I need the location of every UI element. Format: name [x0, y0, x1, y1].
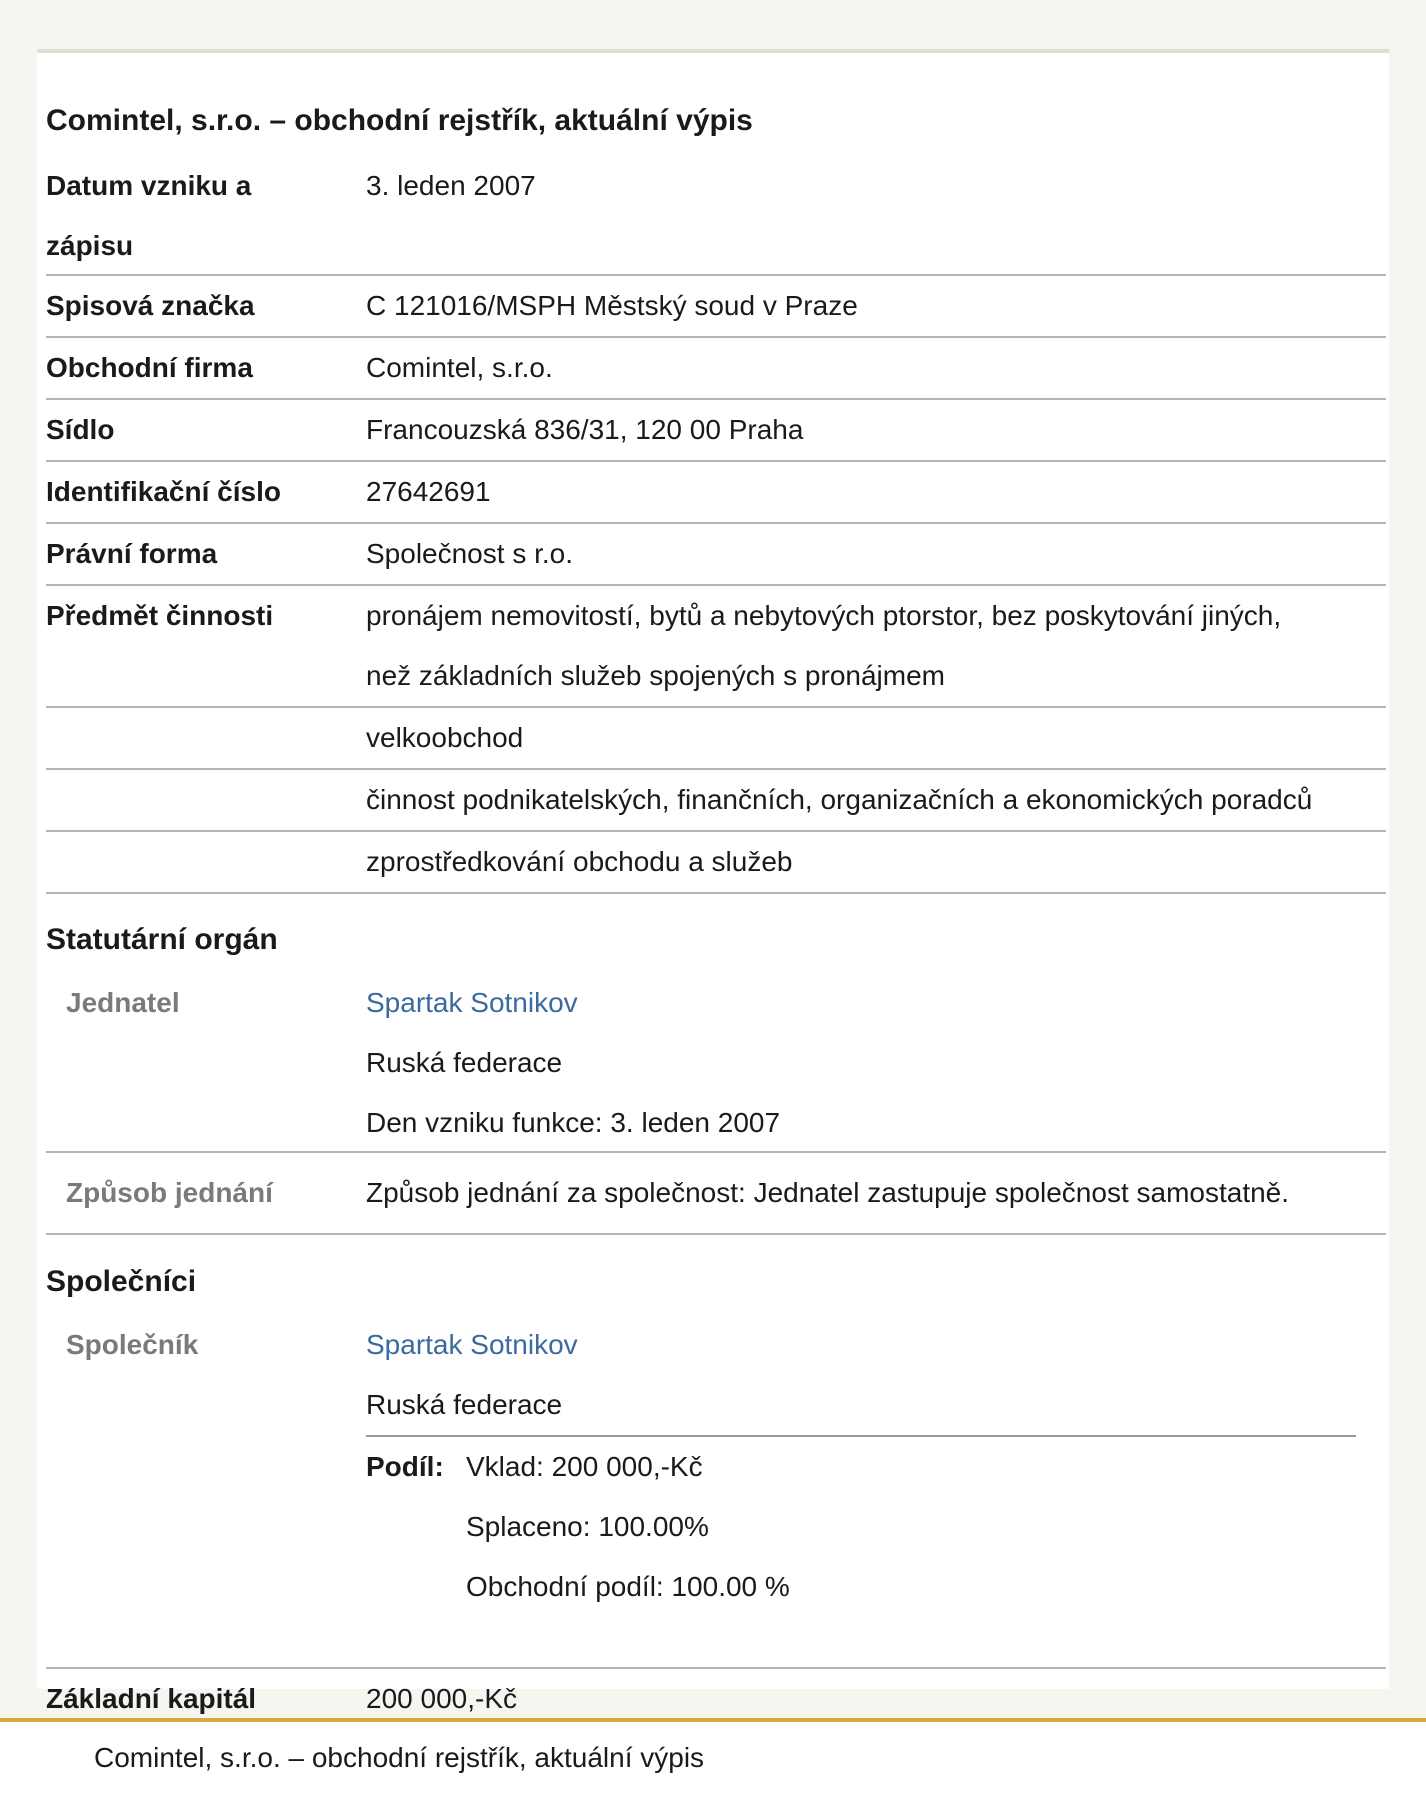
jednatel-name-link[interactable]: Spartak Sotnikov: [366, 987, 578, 1018]
row-obchodni-firma: [46, 338, 1386, 400]
footer-bar: [0, 1718, 1426, 1796]
value-obchodni-firma: Comintel, s.r.o.: [366, 352, 553, 383]
row-predmet-cinnosti: [46, 586, 1386, 708]
section-spolecnici: Společníci: [46, 1265, 197, 1298]
value-predmet-item-1-line1: pronájem nemovitostí, bytů a nebytových ptorstor, bez poskytování jiných,: [366, 600, 1282, 631]
value-zakladni-kapital: 200 000,-Kč: [366, 1683, 517, 1714]
jednatel-country: Ruská federace: [366, 1047, 563, 1078]
spolecnik-country: Ruská federace: [366, 1389, 563, 1420]
value-predmet-item-3: činnost podnikatelských, finančních, organizačních a ekonomických poradců: [366, 784, 1313, 815]
footer-text: Comintel, s.r.o. – obchodní rejstřík, aktuální výpis: [94, 1742, 705, 1773]
share-values: [466, 1437, 790, 1617]
row-spisova-znacka: [46, 276, 1386, 338]
value-spisova-znacka: C 121016/MSPH Městský soud v Praze: [366, 290, 858, 321]
row-jednatel: [46, 973, 1386, 1153]
share-label: Podíl:: [366, 1451, 444, 1482]
label-obchodni-firma: Obchodní firma: [46, 352, 253, 383]
jednatel-since: Den vzniku funkce: 3. leden 2007: [366, 1107, 781, 1138]
value-sidlo: Francouzská 836/31, 120 00 Praha: [366, 414, 804, 445]
label-ico: Identifikační číslo: [46, 476, 281, 507]
row-predmet-item-2: [46, 708, 1386, 770]
row-spolecnik: [46, 1315, 1386, 1669]
row-pravni-forma: [46, 524, 1386, 586]
value-predmet-item-2: velkoobchod: [366, 722, 524, 753]
row-sidlo: [46, 400, 1386, 462]
share-splaceno: Splaceno: 100.00%: [466, 1511, 709, 1542]
value-zpusob-jednani: Způsob jednání za společnost: Jednatel zastupuje společnost samostatně.: [366, 1177, 1290, 1208]
row-ico: [46, 462, 1386, 524]
row-zpusob-jednani: [46, 1153, 1386, 1235]
row-datum-vzniku: [46, 156, 1386, 276]
registry-card: [37, 49, 1389, 1714]
share-vklad: Vklad: 200 000,-Kč: [466, 1451, 703, 1482]
value-predmet-item-1: [366, 586, 1386, 706]
label-pravni-forma: Právní forma: [46, 538, 218, 569]
label-datum-line2: zápisu: [46, 230, 134, 261]
label-datum-line1: Datum vzniku a: [46, 170, 252, 201]
label-spisova-znacka: Spisová značka: [46, 290, 255, 321]
share-obchodni-podil: Obchodní podíl: 100.00 %: [466, 1571, 790, 1602]
value-ico: 27642691: [366, 476, 491, 507]
label-jednatel: Jednatel: [66, 987, 180, 1018]
label-predmet-cinnosti: Předmět činnosti: [46, 600, 274, 631]
row-predmet-item-4: [46, 832, 1386, 894]
page-title: Comintel, s.r.o. – obchodní rejstřík, aktuální výpis: [46, 104, 753, 137]
value-predmet-item-1-line2: než základních služeb spojených s pronájmem: [366, 660, 945, 691]
label-zakladni-kapital: Základní kapitál: [46, 1683, 257, 1714]
spolecnik-name-link[interactable]: Spartak Sotnikov: [366, 1329, 578, 1360]
label-zpusob-jednani: Způsob jednání: [66, 1177, 273, 1208]
value-spolecnik: [366, 1315, 1386, 1435]
section-statutarni-organ: Statutární orgán: [46, 923, 278, 956]
value-datum-vzniku: 3. leden 2007: [366, 170, 536, 201]
label-datum-vzniku: [46, 156, 346, 276]
row-predmet-item-3: [46, 770, 1386, 832]
label-sidlo: Sídlo: [46, 414, 115, 445]
value-pravni-forma: Společnost s r.o.: [366, 538, 574, 569]
value-jednatel: [366, 973, 1386, 1153]
value-predmet-item-4: zprostředkování obchodu a služeb: [366, 846, 793, 877]
label-spolecnik: Společník: [66, 1329, 199, 1360]
